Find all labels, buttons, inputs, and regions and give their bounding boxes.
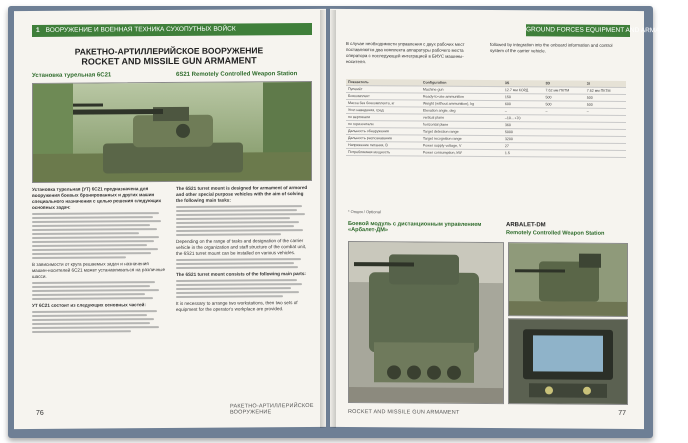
table-header-cell: 3I: [585, 81, 626, 88]
table-cell: [585, 150, 626, 157]
subtitle-ru: Установка турельная 6С21: [32, 72, 112, 79]
table-cell: vertical plane: [421, 114, 503, 122]
station-photo-illustration: [509, 243, 627, 316]
table-cell: Power consumption, kW: [421, 149, 503, 157]
ru-chassis-text: В зависимости от круга решаемых задач и назначения машин-носителей 6С21 может устанавливаться на различные шасси.: [32, 261, 166, 279]
table-cell: 5000: [503, 129, 544, 136]
table-cell: Ready-to-use ammunition: [421, 93, 503, 101]
table-header-cell: 3S: [503, 80, 544, 87]
en-intro-text: The 6S21 turret mount is designed for armament of armored and other special purpose vehicles with the aim of solving the following main tasks:: [176, 185, 308, 203]
table-cell: 12.7 мм КОРД: [503, 87, 544, 94]
module-subtitle-en: Remotely Controlled Weapon Station: [506, 230, 605, 237]
table-cell: –: [543, 108, 584, 115]
book-spine-shadow: [320, 10, 336, 428]
right-page-header: GROUND FORCES EQUIPMENT AND ARMAMENT 1: [526, 24, 630, 37]
ru-parts-text: УТ 6С21 состоит из следующих основных частей:: [32, 302, 146, 308]
left-page-footer: РАКЕТНО-АРТИЛЛЕРИЙСКОЕ ВООРУЖЕНИЕ: [230, 402, 314, 416]
turret-photo-illustration: [33, 82, 311, 182]
table-cell: 1.5: [503, 150, 544, 157]
subtitle-en: 6S21 Remotely Controlled Weapon Station: [176, 71, 298, 78]
table-cell: 500: [585, 101, 626, 108]
table-cell: 3200: [503, 136, 544, 143]
table-cell: 360: [503, 122, 544, 129]
left-page-header: 1 ВООРУЖЕНИЕ И ВОЕННАЯ ТЕХНИКА СУХОПУТНЫХ ВОЙСК: [32, 23, 312, 37]
table-header-cell: Показатель: [346, 79, 421, 86]
right-intro-ru: В случае необходимости управления с двух рабочих мест поставляются два комплекта аппаратуры рабочего места оператора с последующей интеграцией в БИУС машины-носителя.: [346, 41, 465, 65]
table-header-cell: Configuration: [421, 80, 503, 87]
table-header-cell: 3D: [543, 80, 584, 87]
left-page-number: 76: [36, 409, 44, 417]
table-cell: horizontal plane: [421, 121, 503, 129]
table-cell: по горизонтали: [346, 121, 421, 129]
module-title-en: ARBALET-DM: [506, 222, 546, 229]
table-cell: 600: [503, 101, 544, 108]
workplace-photo-illustration: [509, 319, 627, 404]
table-cell: [543, 150, 584, 157]
right-page-footer: ROCKET AND MISSILE GUN ARMAMENT: [348, 409, 460, 416]
table-cell: Угол наведения, град: [346, 107, 421, 115]
en-chassis-text: Depending on the range of tasks and designation of the carrier vehicle in the organization and staff structure of the combat unit, the 6S21 turret mount can be installed on various vehicles.: [176, 238, 307, 256]
table-cell: 27: [503, 143, 544, 150]
right-page-number: 77: [618, 409, 626, 417]
table-cell: Масса без боекомплекта, кг: [346, 100, 421, 108]
left-column-ru: [32, 186, 166, 335]
right-intro-en: followed by integration into the onboard information and control system of the carrier vehicle.: [490, 42, 613, 54]
table-cell: –: [503, 108, 544, 115]
specifications-table: [346, 79, 626, 158]
table-cell: 7.62 мм ПКТМ: [543, 87, 584, 94]
section-title-en: ROCKET AND MISSILE GUN ARMAMENT: [81, 55, 257, 67]
table-cell: Elevation angle, deg: [421, 107, 503, 115]
table-cell: по вертикали: [346, 114, 421, 122]
arbalet-station-photo: [508, 242, 628, 317]
left-page: [14, 9, 326, 429]
module-title-ru: Боевой модуль с дистанционным управлением «Арбалет-ДМ»: [348, 221, 482, 234]
ru-intro-text: Установка турельная (УТ) 6С21 предназначена для вооружения боевых бронированных и других машин специального назначения с целью решения следующих основных задач:: [32, 186, 162, 210]
table-cell: Потребляемая мощность: [346, 149, 421, 157]
left-column-en: [176, 185, 310, 315]
operator-workplace-photo: [508, 318, 628, 405]
table-cell: Боекомплект: [346, 93, 421, 101]
table-cell: Напряжение питания, В: [346, 142, 421, 150]
arbalet-module-photo: [348, 241, 504, 404]
table-cell: Machine gun: [421, 86, 503, 94]
right-page: [330, 9, 688, 429]
table-cell: –: [585, 108, 626, 115]
table-cell: Пулемёт: [346, 86, 421, 94]
table-note: * Опция / Optional: [348, 209, 381, 215]
table-cell: 500: [543, 101, 584, 108]
table-cell: Weight (without ammunition), kg: [421, 100, 503, 108]
section-title-ru: РАКЕТНО-АРТИЛЛЕРИЙСКОЕ ВООРУЖЕНИЕ: [74, 45, 264, 57]
table-cell: Дальность распознавания: [346, 135, 421, 143]
open-book: [8, 6, 688, 438]
table-cell: Power supply voltage, V: [421, 142, 503, 150]
table-cell: 500: [585, 94, 626, 101]
table-cell: 500: [543, 94, 584, 101]
en-workstation-text: It is necessary to arrange two workstations, then two sets of equipment for the operator's workplace are provided.: [176, 300, 298, 312]
turret-photo: [32, 81, 312, 183]
table-cell: 7.62 мм ПКТМ: [585, 87, 626, 94]
table-cell: Дальность обнаружения: [346, 128, 421, 136]
table-cell: 150: [503, 94, 544, 101]
table-cell: Target detection range: [421, 128, 503, 136]
table-cell: Target recognition range: [421, 135, 503, 143]
table-row: [346, 149, 626, 158]
table-cell: –10…+70: [503, 115, 544, 122]
en-parts-text: The 6S21 turret mount consists of the following main parts:: [176, 271, 306, 277]
arbalet-photo-illustration: [349, 242, 503, 403]
